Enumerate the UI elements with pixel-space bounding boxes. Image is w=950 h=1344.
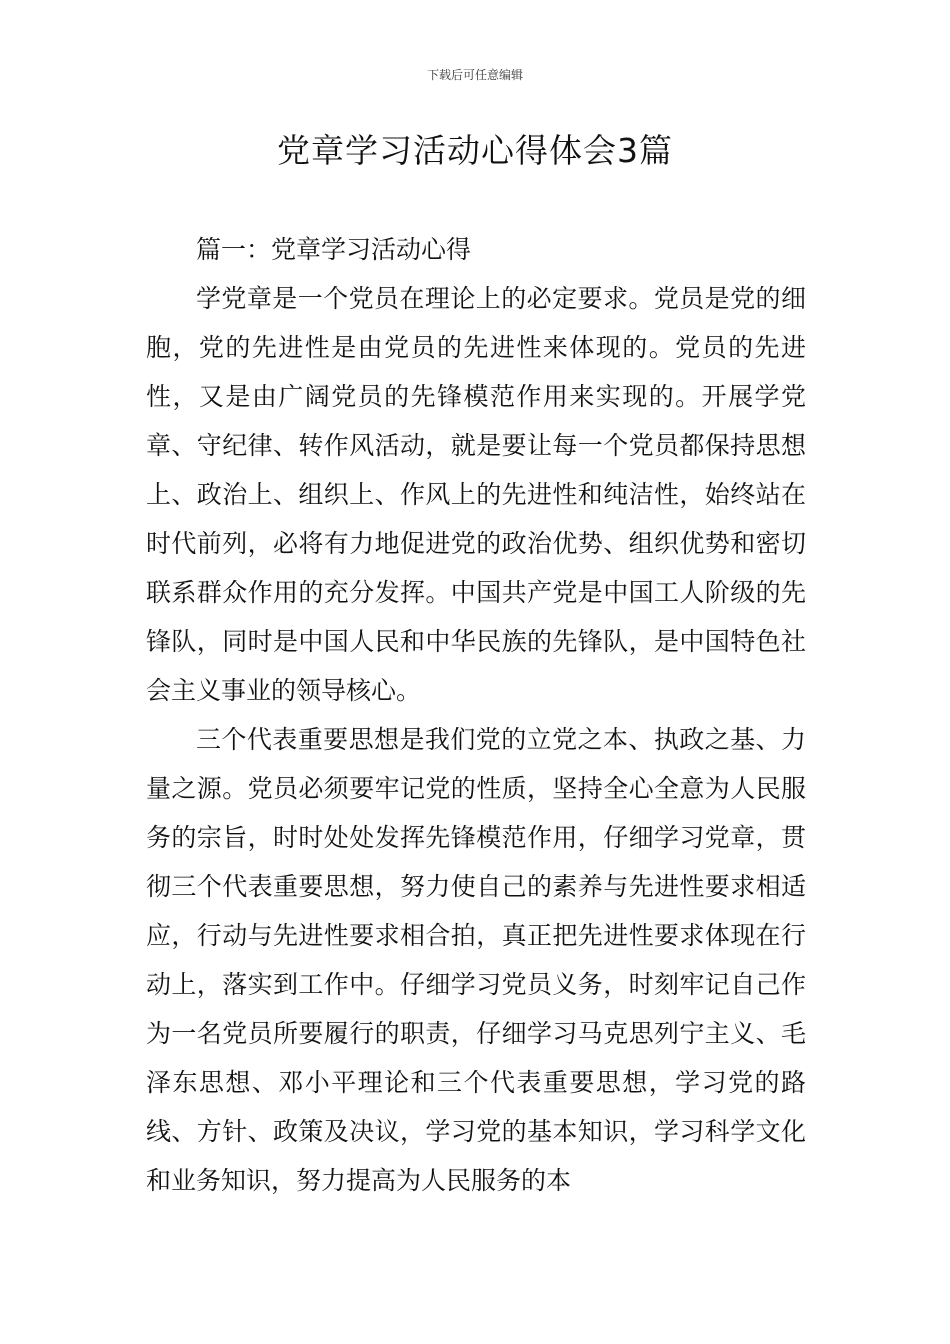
section-heading: 篇一：党章学习活动心得 — [196, 235, 472, 264]
document-title: 党章学习活动心得体会3篇 — [277, 131, 673, 170]
body-paragraph: 学党章是一个党员在理论上的必定要求。党员是党的细胞，党的先进性是由党员的先进性来体现的。党员的先进性，又是由广阔党员的先锋模范作用来实现的。开展学党章、守纪律、转作风活动，就是要让每一个党员都保持思想上、政治上、组织上、作风上的先进性和纯洁性，始终站在时代前列，必将有力地促进党的政治优势、组织优势和密切联系群众作用的充分发挥。中国共产党是中国工人阶级的先锋队，同时是中国人民和中华民族的先锋队，是中国特色社会主义事业的领导核心。 — [146, 284, 806, 705]
document-body — [146, 225, 806, 1205]
body-paragraph: 三个代表重要思想是我们党的立党之本、执政之基、力量之源。党员必须要牢记党的性质，坚持全心全意为人民服务的宗旨，时时处处发挥先锋模范作用，仔细学习党章，贯彻三个代表重要思想，努力使自己的素养与先进性要求相适应，行动与先进性要求相合拍，真正把先进性要求体现在行动上，落实到工作中。仔细学习党员义务，时刻牢记自己作为一名党员所要履行的职责，仔细学习马克思列宁主义、毛泽东思想、邓小平理论和三个代表重要思想，学习党的路线、方针、政策及决议，学习党的基本知识，学习科学文化和业务知识，努力提高为人民服务的本 — [146, 725, 806, 1195]
header-note: 下载后可任意编辑 — [426, 68, 523, 82]
